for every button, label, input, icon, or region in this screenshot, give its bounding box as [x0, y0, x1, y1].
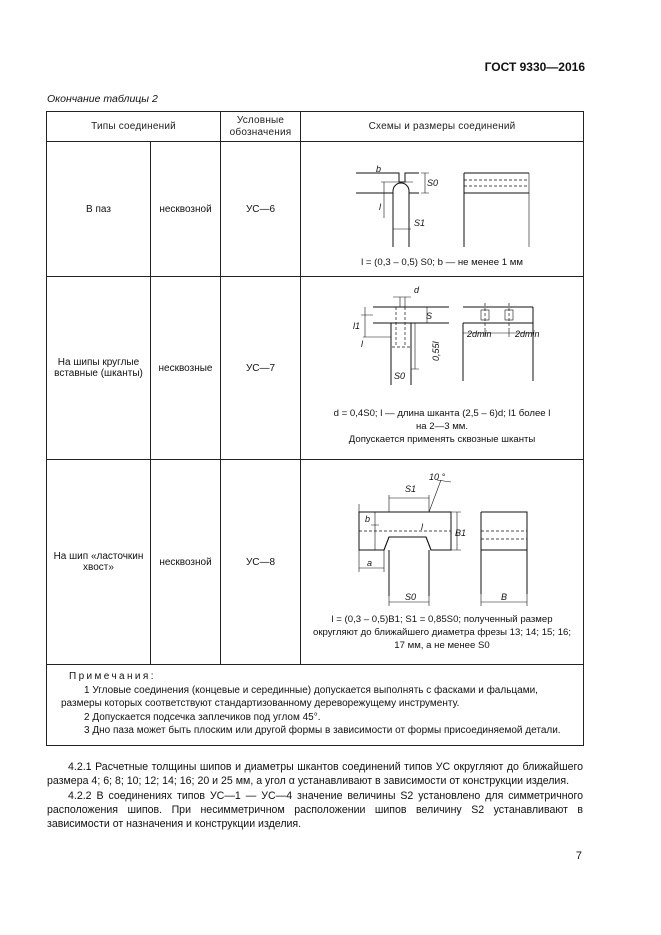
joint-code: УС—8: [221, 460, 301, 665]
header-types: Типы соединений: [47, 112, 221, 142]
note-item: 1 Угловые соединения (концевые и серединные) допускается выполнять с фасками и фальцами, размеры которых соответствуют стандартизованному дереворежущему инструменту.: [61, 684, 538, 709]
label-angle: 10 °: [429, 472, 446, 482]
notes-row: [47, 665, 584, 746]
label-b1: B1: [455, 528, 467, 538]
notes-title: Примечания:: [69, 671, 156, 682]
paragraph-4-2-1: 4.2.1 Расчетные толщины шипов и диаметры шкантов соединений типов УС округляют до ближайшего размера 4; 6; 8; 10; 12; 14; 16; 20 и 25 мм, а угол α устанавливают в зависимости от конструкции изделия.: [47, 761, 583, 788]
formula-line: округляют до ближайшего диаметра фрезы 13; 14; 15; 16;: [313, 627, 572, 638]
joint-kind: несквозные: [151, 277, 221, 460]
header-codes: Условные обозначения: [221, 112, 301, 142]
note-item: 3 Дно паза может быть плоским или другой формы в зависимости от формы присоединяемой детали.: [84, 725, 561, 736]
joint-scheme: [301, 277, 584, 460]
formula-line: 17 мм, а не менее S0: [394, 640, 490, 651]
page-number: 7: [575, 850, 582, 862]
table-row: [47, 277, 584, 460]
joint-kind: несквозной: [151, 460, 221, 665]
formula-line: d = 0,4S0; l — длина шканта (2,5 – 6)d; l1 более l: [333, 408, 551, 419]
label-s: S: [426, 311, 433, 321]
label-2dmin-right: 2dmin: [515, 329, 540, 339]
label-d: d: [414, 285, 420, 295]
standard-header: ГОСТ 9330—2016: [484, 60, 585, 74]
joint-scheme: [301, 460, 584, 665]
formula: [301, 256, 583, 269]
formula-line: l = (0,3 – 0,5) S0; b — не менее 1 мм: [361, 257, 523, 268]
label-l: l: [361, 339, 364, 349]
label-s0: S0: [394, 371, 406, 381]
label-b: b: [365, 514, 371, 524]
body-text: [47, 760, 583, 831]
label-s1: S1: [414, 218, 426, 228]
table-caption: Окончание таблицы 2: [47, 93, 158, 105]
label-l1: l1: [353, 321, 361, 331]
joint-type: На шип «ласточкин хвост»: [47, 460, 151, 665]
connections-table: [46, 111, 584, 746]
formula-line: на 2—3 мм.: [415, 421, 469, 432]
label-l: l: [421, 522, 424, 532]
formula: [301, 407, 583, 446]
table-row: [47, 460, 584, 665]
joint-type: На шипы круглые вставные (шканты): [47, 277, 151, 460]
formula-line: l = (0,3 – 0,5)B1; S1 = 0,85S0; полученный размер: [331, 614, 553, 625]
formula-line: Допускается применять сквозные шканты: [348, 434, 536, 445]
joint-scheme: [301, 142, 584, 277]
label-B: B: [501, 592, 508, 602]
joint-kind: несквозной: [151, 142, 221, 277]
label-2dmin-left: 2dmin: [467, 329, 492, 339]
label-l: l: [379, 202, 382, 212]
label-s0: S0: [427, 178, 439, 188]
joint-code: УС—6: [221, 142, 301, 277]
formula: [301, 613, 583, 652]
label-b: b: [376, 164, 382, 174]
label-a: a: [367, 558, 373, 568]
header-schemes: Схемы и размеры соединений: [301, 112, 584, 142]
label-s1: S1: [405, 484, 417, 494]
paragraph-4-2-2: 4.2.2 В соединениях типов УС—1 — УС—4 значение величины S2 установлено для симметричного расположения шипов. При несимметричном расположении шипов величину S2 устанавливают в зависимости от назначения и конструкции изделия.: [47, 789, 583, 831]
table-row: [47, 142, 584, 277]
notes: [47, 665, 584, 746]
joint-code: УС—7: [221, 277, 301, 460]
label-s0: S0: [405, 592, 417, 602]
joint-type: В паз: [47, 142, 151, 277]
note-item: 2 Допускается подсечка заплечиков под углом 45°.: [84, 711, 321, 723]
label-055l: 0,55l: [431, 341, 442, 361]
